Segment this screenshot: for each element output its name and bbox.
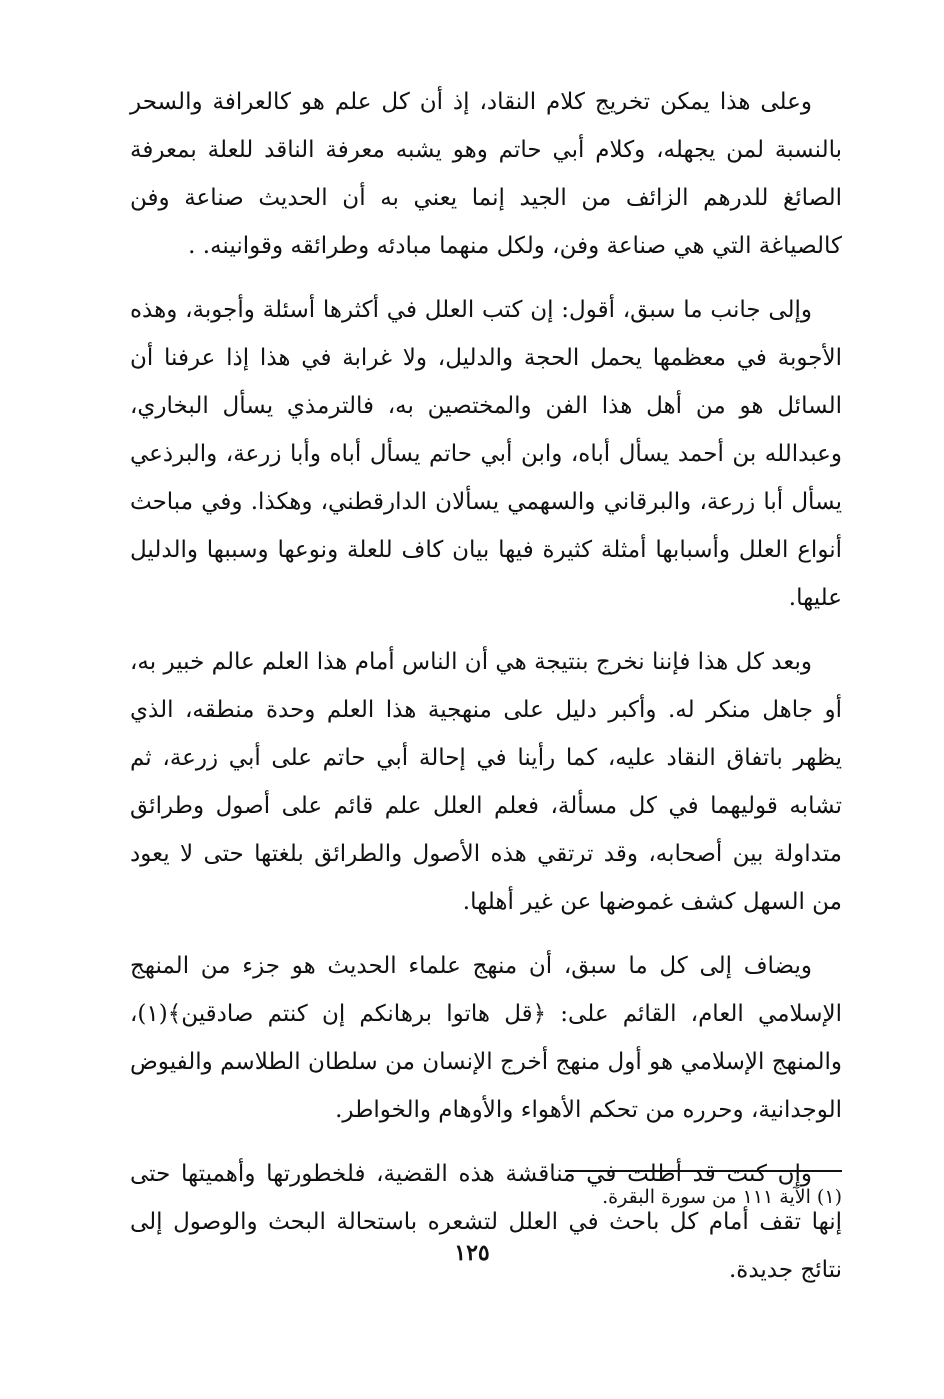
footnote: (١) الآية ١١١ من سورة البقرة. bbox=[602, 1186, 842, 1208]
page-body bbox=[130, 78, 842, 1310]
paragraph-2: وإلى جانب ما سبق، أقول: إن كتب العلل في أكثرها أسئلة وأجوبة، وهذه الأجوبة في معظمها يحمل الحجة والدليل، ولا غرابة في هذا إذا عرفنا أن السائل هو من أهل هذا الفن والمختصين به، فالترمذي يسأل البخاري، وعبدالله بن أحمد يسأل أباه، وابن أبي حاتم يسأل أباه وأبا زرعة، والبرذعي يسأل أبا زرعة، والبرقاني والسهمي يسألان الدارقطني، وهكذا. وفي مباحث أنواع العلل وأسبابها أمثلة كثيرة فيها بيان كاف للعلة ونوعها وسببها والدليل عليها. bbox=[130, 297, 842, 611]
paragraph-1: وعلى هذا يمكن تخريج كلام النقاد، إذ أن كل علم هو كالعرافة والسحر بالنسبة لمن يجهله، وكلام أبي حاتم وهو يشبه معرفة الناقد للعلة بمعرفة الصائغ للدرهم الزائف من الجيد إنما يعني به أن الحديث صناعة وفن كالصياغة التي هي صناعة وفن، ولكل منهما مبادئه وطرائقه وقوانينه. . bbox=[130, 89, 842, 259]
footnote-divider bbox=[565, 1170, 842, 1172]
page-number: ١٢٥ bbox=[454, 1240, 490, 1266]
paragraph-4: ويضاف إلى كل ما سبق، أن منهج علماء الحديث هو جزء من المنهج الإسلامي العام، القائم على: ﴿قل هاتوا برهانكم إن كنتم صادقين﴾(١)، والمنهج الإسلامي هو أول منهج أخرج الإنسان من سلطان الطلاسم والفيوض الوجدانية، وحرره من تحكم الأهواء والأوهام والخواطر. bbox=[130, 953, 842, 1123]
paragraph-3: وبعد كل هذا فإننا نخرج بنتيجة هي أن الناس أمام هذا العلم عالم خبير به، أو جاهل منكر له. وأكبر دليل على منهجية هذا العلم وحدة منطقه، الذي يظهر باتفاق النقاد عليه، كما رأينا في إحالة أبي حاتم على أبي زرعة، ثم تشابه قوليهما في كل مسألة، فعلم العلل علم قائم على أصول وطرائق متداولة بين أصحابه، وقد ترتقي هذه الأصول والطرائق بلغتها حتى لا يعود من السهل كشف غموضها عن غير أهلها. bbox=[130, 649, 842, 915]
paragraph-5: وإن كنت قد أطلت في مناقشة هذه القضية، فلخطورتها وأهميتها حتى إنها تقف أمام كل باحث في العلل لتشعره باستحالة البحث والوصول إلى نتائج جديدة. bbox=[130, 1161, 842, 1283]
